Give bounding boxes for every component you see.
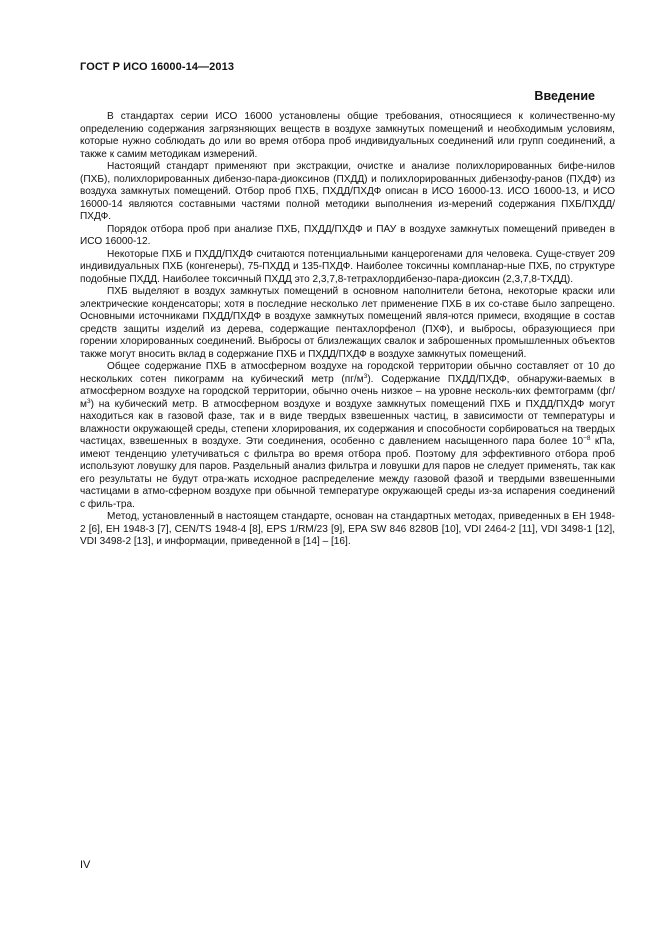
- paragraph-2: Настоящий стандарт применяют при экстракции, очистке и анализе полихлорированных бифе-нилов (ПХБ), полихлорированных дибензо-пара-диоксинов (ПХДД) и полихлорированных дибензофу-ранов (ПХДФ) из воздуха замкнутых помещений. Отбор проб ПХБ, ПХДД/ПХДФ описан в ИСО 16000-13. ИСО 16000-13, и ИСО 16000-14 являются составными частями полной методики выполнения из-мерений содержания ПХБ/ПХДД/ПХДФ.: [80, 161, 615, 222]
- standard-code-header: ГОСТ Р ИСО 16000-14—2013: [80, 61, 235, 73]
- introduction-body: [80, 111, 615, 549]
- page-number: IV: [80, 859, 91, 871]
- paragraph-4: Некоторые ПХБ и ПХДД/ПХДФ считаются потенциальными канцерогенами для человека. Суще-ствует 209 индивидуальных ПХБ (конгенеры), 75-ПХДД и 135-ПХДФ. Наиболее токсичны компланар-ные ПХБ, по структуре подобные ПХДД. Наиболее токсичный ПХДД это 2,3,7,8-тетрахлордибензо-пара-диоксин (2,3,7,8-ТХДД).: [80, 248, 615, 285]
- superscript-cubic-1: 3: [363, 372, 368, 380]
- paragraph-6: [80, 361, 615, 511]
- superscript-exponent: −8: [583, 435, 591, 442]
- paragraph-6-part-1: Общее содержание ПХБ в атмосферном воздухе на городской территории обычно составляет от 10 до нескольких сотен пикограмм на кубический метр (пг/м: [80, 361, 615, 385]
- superscript-cubic-2: 3: [86, 397, 91, 405]
- paragraph-1: В стандартах серии ИСО 16000 установлены общие требования, относящиеся к количественно-му определению содержания загрязняющих веществ в воздухе замкнутых помещений и необходимым условиям, которые нужно соблюдать до или во время отбора проб индивидуальных соединений или групп соединений, а также к самим методикам измерений.: [80, 111, 615, 160]
- paragraph-6-part-4: кПа, имеют тенденцию улетучиваться с фильтра во время отбора проб. Поэтому для эффективного отбора проб используют ловушку для паров. Раздельный анализ фильтра и ловушки для паров не следует применять, так как его результаты не будут отра-жать исходное распределение между газовой фазой и твердыми взвешенными частицами в атмо-сферном воздухе при обычной температуре окружающей среды из-за испарения соединений с филь-тра.: [80, 436, 615, 510]
- paragraph-5: ПХБ выделяют в воздух замкнутых помещений в основном наполнители бетона, некоторые краски или электрические конденсаторы; хотя в последние несколько лет применение ПХБ в их со-ставе было запрещено. Основными источниками ПХДД/ПХДФ в воздухе замкнутых помещений явля-ются примеси, входящие в состав средств защиты изделий из дерева, содержащие пентахлорфенол (ПХФ), и выбросы, образующиеся при горении хлорированных соединений. Выбросы от близлежащих свалок и заброшенных промышленных объектов также могут вносить вклад в содержание ПХБ и ПХДД/ПХДФ в воздухе замкнутых помещений.: [80, 286, 615, 360]
- paragraph-3: Порядок отбора проб при анализе ПХБ, ПХДД/ПХДФ и ПАУ в воздухе замкнутых помещений приведен в ИСО 16000-12.: [80, 223, 615, 247]
- paragraph-7: Метод, установленный в настоящем стандарте, основан на стандартных методах, приведенных в ЕН 1948-2 [6], ЕН 1948-3 [7], CEN/TS 1948-4 [8], EPS 1/RM/23 [9], EPA SW 846 8280B [10], VDI 2464-2 [11], VDI 3498-1 [12], VDI 3498-2 [13], и информации, приведенной в [14] – [16].: [80, 511, 615, 547]
- section-title: Введение: [534, 89, 595, 103]
- paragraph-6-part-2: ). Содержание ПХДД/ПХДФ, обнаружи-ваемых в атмосферном воздухе на городской территории, обычно очень низкое – на уровне несколь-ких фемтограмм (фг/м: [80, 373, 615, 410]
- paragraph-6-part-3: ) на кубический метр. В атмосферном воздухе и воздухе замкнутых помещений ПХБ и ПХДД/ПХДФ могут находиться как в газовой фазе, так и в виде твердых взвешенных частиц, в зависимости от температуры и влажности окружающей среды, степени хлорирования, их содержания и способности сорбироваться на твердых частицах, взвешенных в воздухе. Эти соединения, особенно с давлением насыщенного пара более 10: [80, 398, 615, 447]
